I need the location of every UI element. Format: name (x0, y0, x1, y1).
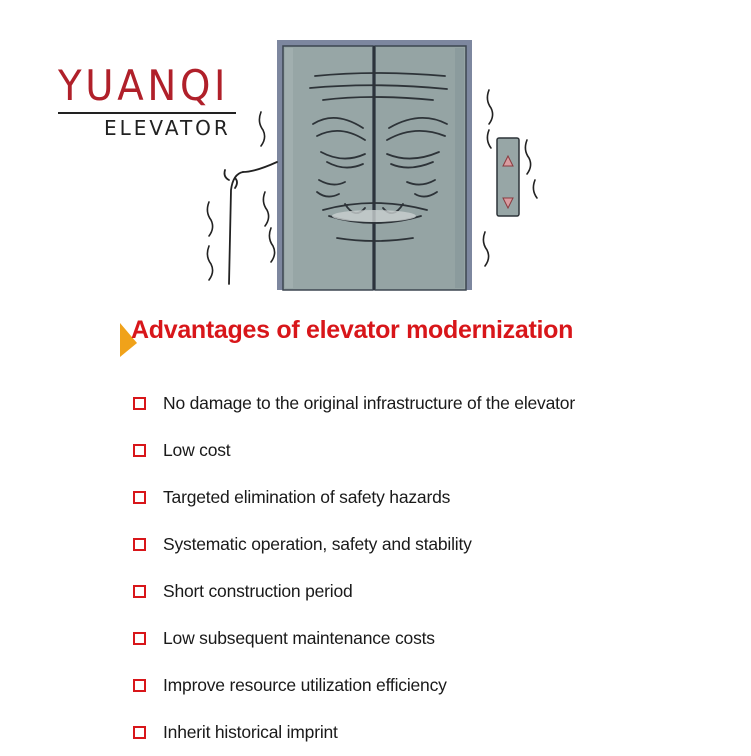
logo-brand-name: YUANQI (58, 61, 230, 110)
list-item-text: Short construction period (163, 581, 353, 601)
list-item-text: Low cost (163, 440, 231, 460)
list-item (133, 427, 733, 474)
logo-subtitle: ELEVATOR (104, 116, 231, 140)
list-item (133, 568, 733, 615)
list-item (133, 474, 733, 521)
tired-elevator-door-icon (195, 32, 555, 294)
list-item (133, 709, 733, 756)
checkbox-bullet-icon (133, 585, 146, 598)
list-item-text: No damage to the original infrastructure of the elevator (163, 393, 575, 413)
checkbox-bullet-icon (133, 397, 146, 410)
advantages-list (133, 380, 733, 756)
list-item-text: Targeted elimination of safety hazards (163, 487, 451, 507)
list-item (133, 615, 733, 662)
list-item-text: Inherit historical imprint (163, 722, 338, 742)
list-item (133, 662, 733, 709)
elevator-left-door (283, 46, 373, 290)
checkbox-bullet-icon (133, 679, 146, 692)
section-heading: Advantages of elevator modernization (131, 316, 574, 344)
list-item (133, 521, 733, 568)
checkbox-bullet-icon (133, 444, 146, 457)
checkbox-bullet-icon (133, 538, 146, 551)
list-item-text: Improve resource utilization efficiency (163, 675, 447, 695)
elevator-right-door (375, 46, 466, 290)
list-item-text: Low subsequent maintenance costs (163, 628, 435, 648)
checkbox-bullet-icon (133, 726, 146, 739)
list-item (133, 380, 733, 427)
list-item-text: Systematic operation, safety and stability (163, 534, 472, 554)
checkbox-bullet-icon (133, 491, 146, 504)
checkbox-bullet-icon (133, 632, 146, 645)
